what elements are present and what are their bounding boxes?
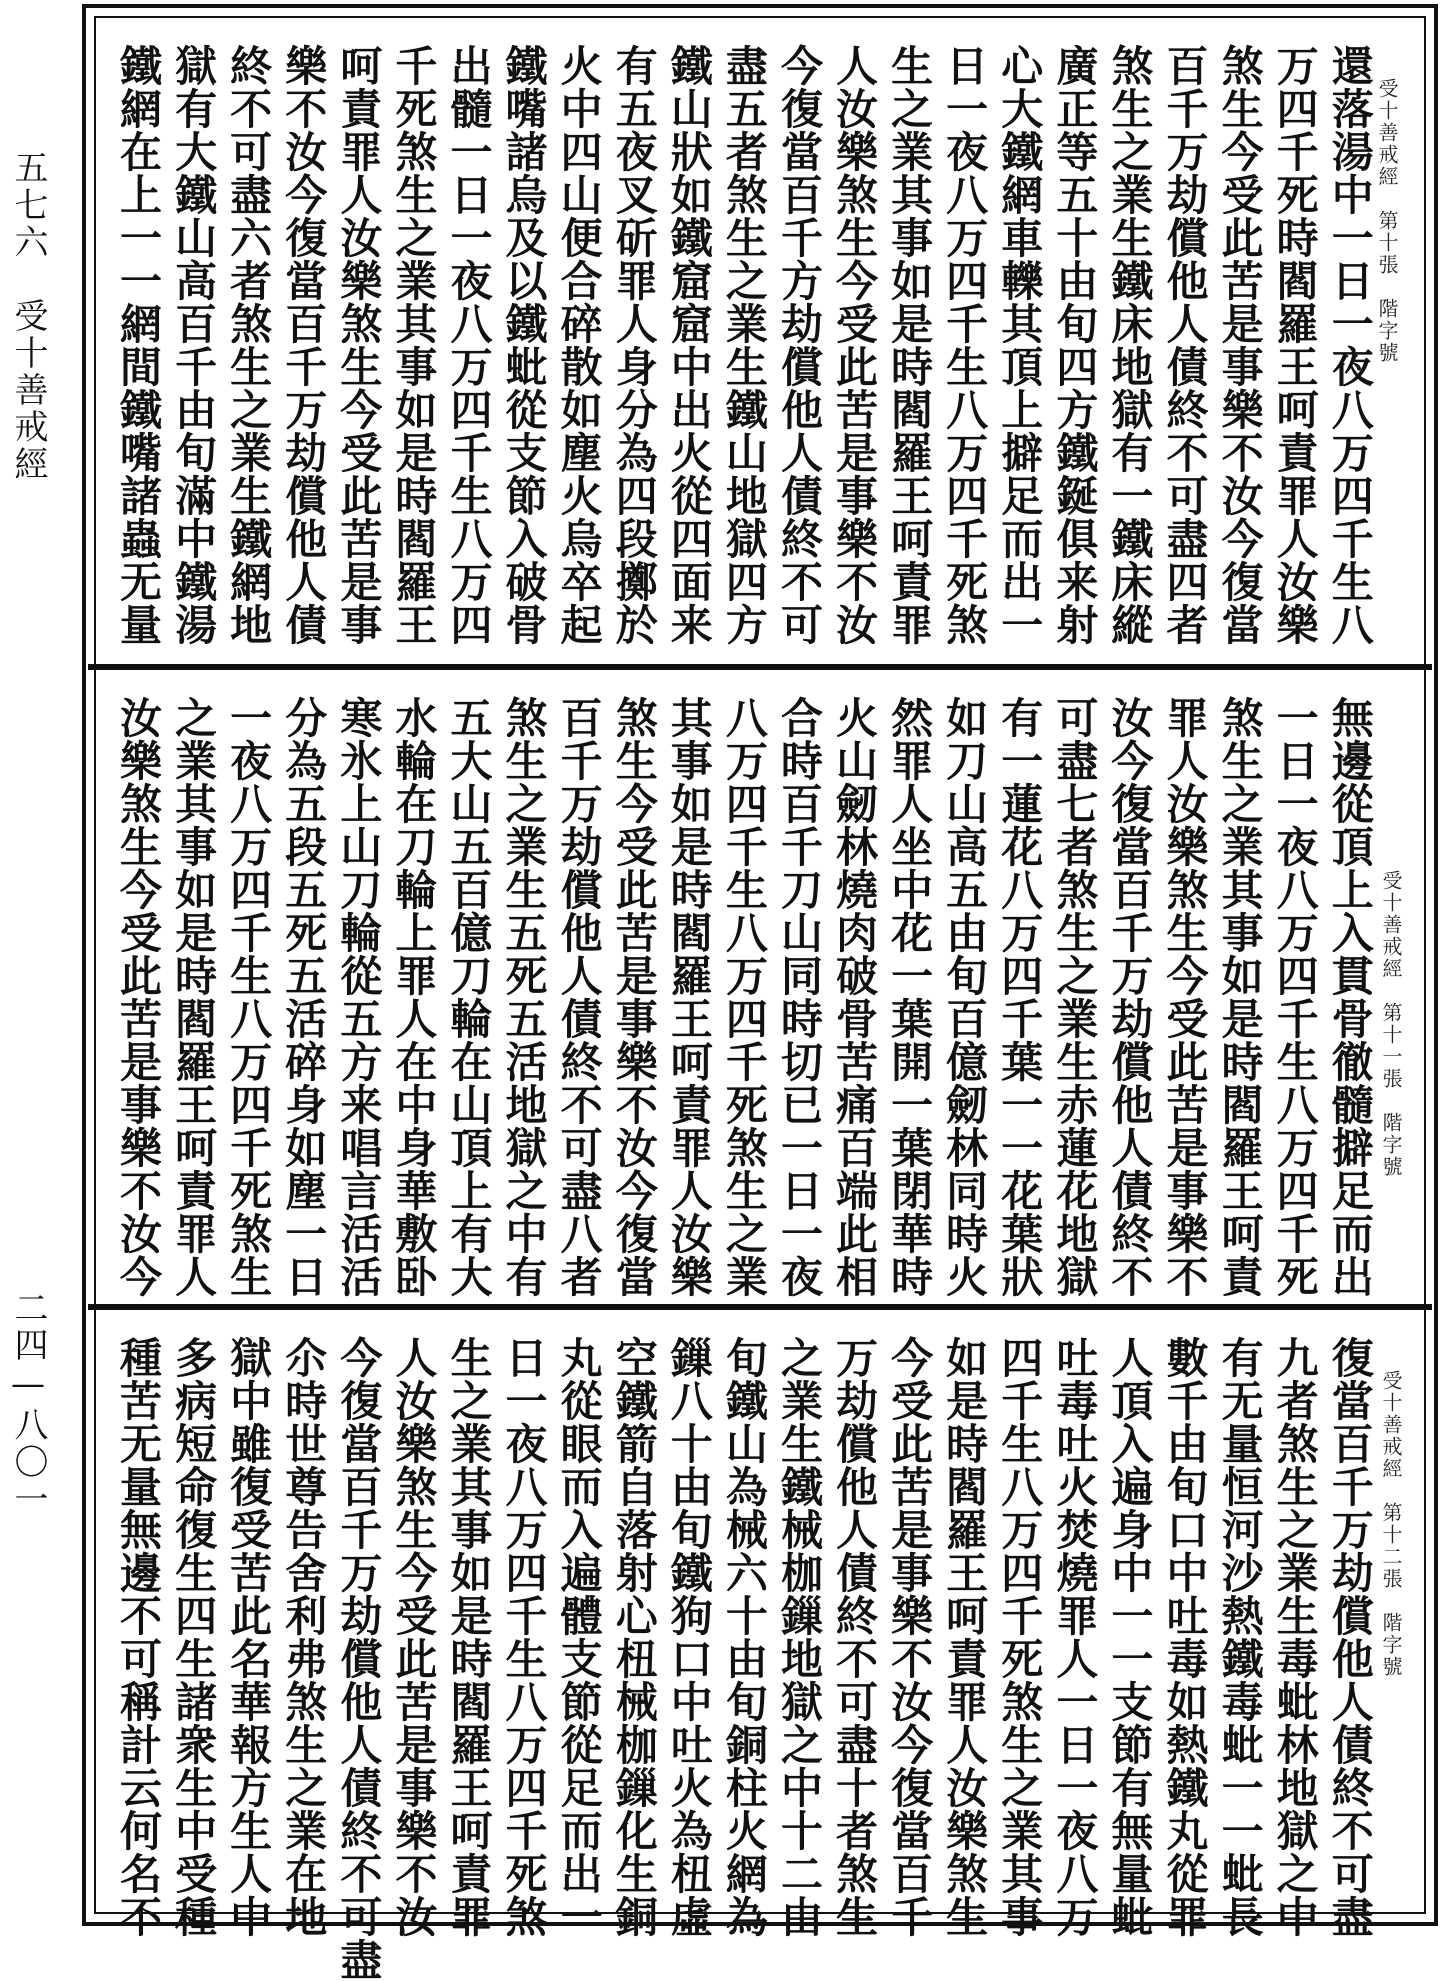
text-column: 千死煞生之業其事如是時閻羅王 <box>389 44 439 646</box>
text-column: 水輪在刀輪上罪人在中身華敷卧 <box>389 696 439 1298</box>
text-column: 獄中雖復受苦此名華報方生人中 <box>224 1336 274 1938</box>
text-column: 今受此苦是事樂不汝今復當百千 <box>885 1336 935 1938</box>
text-column: 五大山五百億刀輪在山頂上有大 <box>444 696 494 1298</box>
text-column: 煞生今受此苦是事樂不汝今復當 <box>609 696 659 1298</box>
text-column: 心大鐵網車轢其頂上擗足而出一 <box>995 44 1045 646</box>
text-column: 吐毒吐火焚燒罪人一日一夜八万 <box>1050 1336 1100 1938</box>
text-column: 今復當百千方劫償他人債終不可 <box>774 44 824 646</box>
page-number-margin: 二四—八〇一 <box>8 1290 48 1518</box>
page-frame-inner <box>94 16 1426 1981</box>
text-column: 今復當百千万劫償他人債終不可盡 <box>334 1336 384 1981</box>
text-column: 之業生鐵械枷鏁地獄之中十二由 <box>774 1336 824 1938</box>
panel-annotation: 受十善戒經 第十一張 階字號 <box>1379 870 1403 1178</box>
column-block <box>114 696 1375 1298</box>
text-column: 合時百千刀山同時切已一日一夜 <box>774 696 824 1298</box>
text-column: 旬鐵山為械六十由旬銅柱火網為 <box>719 1336 769 1938</box>
text-column: 万劫償他人債終不可盡十者煞生 <box>830 1336 880 1938</box>
text-column: 丸從眼而入遍體支節從足而出一 <box>554 1336 604 1938</box>
panel-annotation: 受十善戒經 第十二張 階字號 <box>1379 1370 1403 1678</box>
text-column: 寒氷上山刀輪從五方来唱言活活 <box>334 696 384 1298</box>
text-column: 百千万劫償他人債終不可盡八者 <box>554 696 604 1298</box>
text-column: 汝樂煞生今受此苦是事樂不汝今 <box>114 696 163 1298</box>
text-column: 多病短命復生四生諸衆生中受種 <box>169 1336 219 1938</box>
text-column: 復當百千万劫償他人債終不可盡 <box>1325 1336 1375 1938</box>
text-column: 如刀山高五由旬百億劒林同時火 <box>940 696 990 1298</box>
text-column: 一夜八万四千生八万四千死煞生 <box>224 696 274 1298</box>
text-column: 四千生八万四千死煞生之業其事 <box>995 1336 1045 1938</box>
text-column: 煞生今受此苦是事樂不汝今復當 <box>1215 44 1265 646</box>
text-column: 汝今復當百千万劫償他人債終不 <box>1105 696 1155 1298</box>
text-column: 罪人汝樂煞生今受此苦是事樂不 <box>1160 696 1210 1298</box>
text-column: 人汝樂煞生今受此苦是事樂不汝 <box>830 44 880 646</box>
text-column: 盡五者煞生之業生鐵山地獄四方 <box>719 44 769 646</box>
text-column: 鐵網在上一一網間鐵嘴諸蟲无量 <box>114 44 163 646</box>
panel-annotation: 受十善戒經 第十張 階字號 <box>1375 78 1399 364</box>
text-column: 百千万劫償他人債終不可盡四者 <box>1160 44 1210 646</box>
text-column: 生之業其事如是時閻羅王呵責罪 <box>444 1336 494 1938</box>
text-column: 煞生之業生鐵床地獄有一鐵床縱 <box>1105 44 1155 646</box>
text-column: 種苦无量無邊不可稱計云何名不 <box>114 1336 163 1938</box>
text-column: 煞生之業生五死五活地獄之中有 <box>499 696 549 1298</box>
text-column: 鐵山狀如鐵窟窟中出火從四面来 <box>664 44 714 646</box>
left-margin <box>0 130 60 1830</box>
text-column: 還落湯中一日一夜八万四千生八 <box>1325 44 1375 646</box>
text-column: 如是時閻羅王呵責罪人汝樂煞生 <box>940 1336 990 1938</box>
column-block <box>114 44 1375 646</box>
text-column: 出髓一日一夜八万四千生八万四 <box>444 44 494 646</box>
text-column: 尒時世尊告舍利弗煞生之業在地 <box>279 1336 329 1938</box>
text-column: 火山劒林燒肉破骨苦痛百端此相 <box>830 696 880 1298</box>
column-block <box>114 1336 1375 1981</box>
text-column: 終不可盡六者煞生之業生鐵網地 <box>224 44 274 646</box>
text-column: 人汝樂煞生今受此苦是事樂不汝 <box>389 1336 439 1938</box>
text-column: 分為五段五死五活碎身如塵一日 <box>279 696 329 1298</box>
text-panel-bottom <box>96 1310 1424 1981</box>
sutra-title-margin: 五七六 受十善戒經 <box>8 150 48 483</box>
text-panel-middle <box>96 670 1424 1304</box>
text-column: 人頂入遍身中一一支節有無量蚍 <box>1105 1336 1155 1938</box>
text-column: 然罪人坐中花一葉開一葉閉華時 <box>885 696 935 1298</box>
text-column: 鏁八十由旬鐵狗口中吐火為杻虛 <box>664 1336 714 1938</box>
text-column: 一日一夜八万四千生八万四千死 <box>1270 696 1320 1298</box>
text-column: 八万四千生八万四千死煞生之業 <box>719 696 769 1298</box>
text-panel-top <box>96 18 1424 664</box>
text-column: 煞生之業其事如是時閻羅王呵責 <box>1215 696 1265 1298</box>
text-column: 獄有大鐵山高百千由旬滿中鐵湯 <box>169 44 219 646</box>
page-frame <box>82 4 1438 1981</box>
text-column: 其事如是時閻羅王呵責罪人汝樂 <box>664 696 714 1298</box>
text-column: 有五夜叉斫罪人身分為四段擲於 <box>609 44 659 646</box>
text-column: 呵責罪人汝樂煞生今受此苦是事 <box>334 44 384 646</box>
text-column: 無邊從頂上入貫骨徹髓擗足而出 <box>1325 696 1375 1298</box>
text-column: 有无量恒河沙熱鐵毒蚍一一蚍長 <box>1215 1336 1265 1938</box>
text-column: 日一夜八万四千生八万四千死煞 <box>940 44 990 646</box>
text-column: 樂不汝今復當百千万劫償他人債 <box>279 44 329 646</box>
text-column: 可盡七者煞生之業生赤蓮花地獄 <box>1050 696 1100 1298</box>
text-column: 空鐵箭自落射心杻械枷鏁化生銅 <box>609 1336 659 1938</box>
text-column: 生之業其事如是時閻羅王呵責罪 <box>885 44 935 646</box>
text-column: 万四千死時閻羅王呵責罪人汝樂 <box>1270 44 1320 646</box>
text-column: 九者煞生之業生毒蚍林地獄之中 <box>1270 1336 1320 1938</box>
text-column: 數千由旬口中吐毒如熱鐵丸從罪 <box>1160 1336 1210 1938</box>
text-column: 日一夜八万四千生八万四千死煞 <box>499 1336 549 1938</box>
text-column: 鐵嘴諸烏及以鐵蚍從支節入破骨 <box>499 44 549 646</box>
text-column: 廣正等五十由旬四方鐵鋋俱来射 <box>1050 44 1100 646</box>
text-column: 之業其事如是時閻羅王呵責罪人 <box>169 696 219 1298</box>
text-column: 有一蓮花八万四千葉一一花葉狀 <box>995 696 1045 1298</box>
text-column: 火中四山便合碎散如塵火烏卒起 <box>554 44 604 646</box>
